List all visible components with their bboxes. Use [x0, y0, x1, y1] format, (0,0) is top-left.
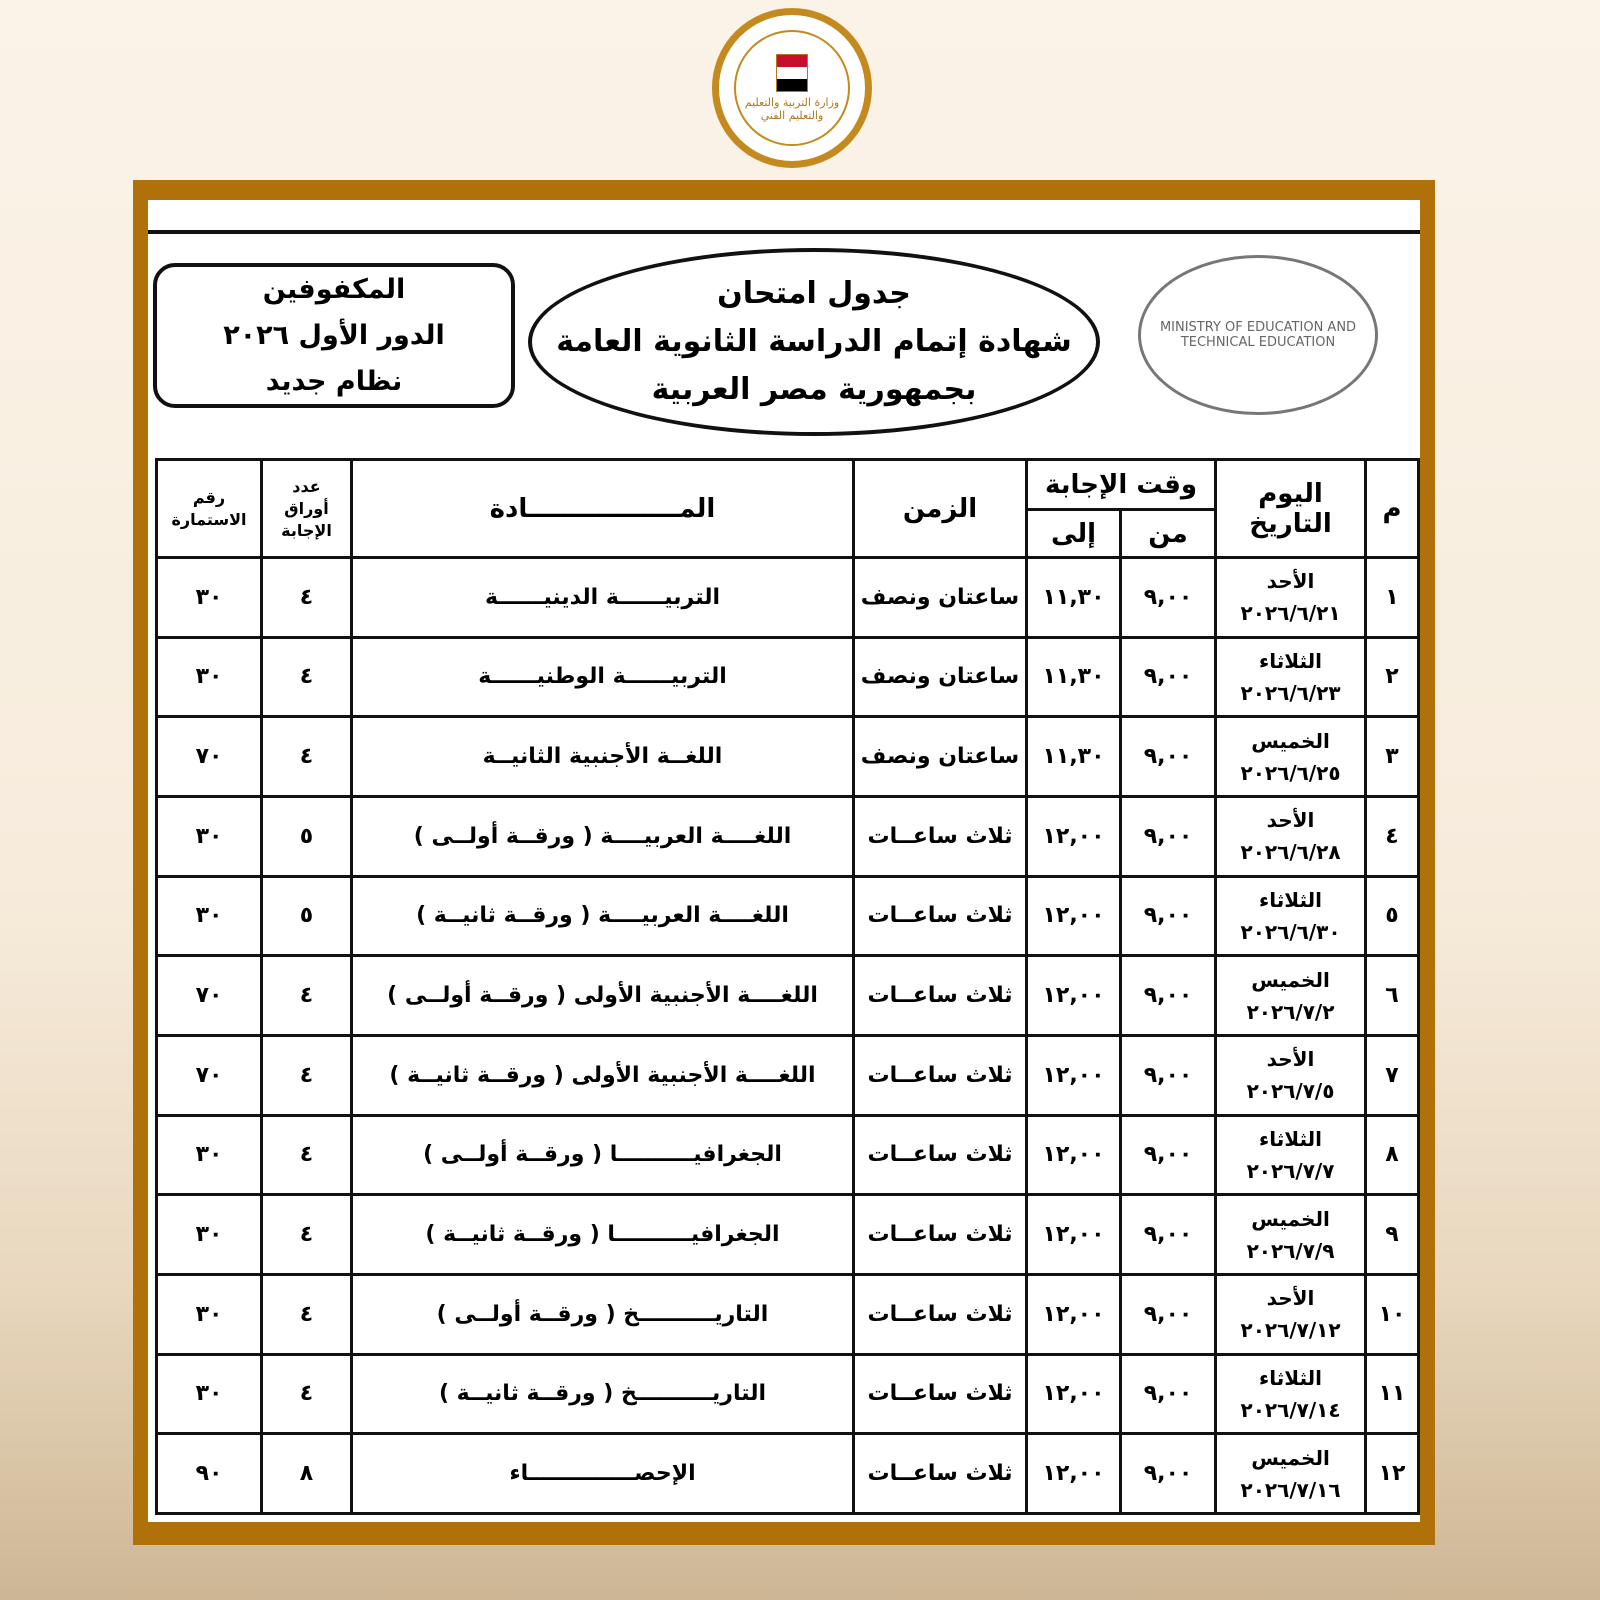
title-oval [528, 248, 1100, 436]
row-day: الثلاثاء [1259, 1365, 1322, 1390]
row-duration: ثلاث ساعــات [854, 1434, 1027, 1514]
row-form-no: ٣٠ [157, 796, 262, 876]
row-day-date [1216, 1354, 1366, 1434]
row-duration: ثلاث ساعــات [854, 956, 1027, 1036]
category-line-2: الدور الأول ٢٠٢٦ [223, 319, 445, 351]
row-duration: ثلاث ساعــات [854, 1195, 1027, 1275]
row-from: ٩,٠٠ [1121, 1354, 1216, 1434]
row-day: الأحد [1266, 569, 1315, 594]
row-subject: الجغرافيــــــــــا ( ورقــة ثانيــة ) [352, 1195, 854, 1275]
row-date: ٢٠٢٦/٧/١٦ [1240, 1477, 1341, 1502]
row-subject: التاريــــــــــخ ( ورقــة أولــى ) [352, 1274, 854, 1354]
row-day-date [1216, 1195, 1366, 1275]
row-subject: التربيــــــة الوطنيــــــة [352, 637, 854, 717]
row-form-no: ٧٠ [157, 717, 262, 797]
row-subject: اللغــــة الأجنبية الأولى ( ورقــة ثانيــة ) [352, 1035, 854, 1115]
row-from: ٩,٠٠ [1121, 876, 1216, 956]
row-date: ٢٠٢٦/٧/١٤ [1240, 1397, 1341, 1422]
table-row [157, 717, 1419, 797]
row-subject: التربيــــــة الدينيــــــة [352, 558, 854, 638]
title-line-1: جدول امتحان [717, 276, 911, 311]
row-to: ١٢,٠٠ [1027, 796, 1121, 876]
row-num: ٢ [1366, 637, 1419, 717]
row-sheets: ٤ [262, 717, 352, 797]
row-date: ٢٠٢٦/٦/٣٠ [1240, 919, 1341, 944]
row-day-date [1216, 956, 1366, 1036]
ministry-seal [1138, 255, 1378, 415]
row-form-no: ٣٠ [157, 1115, 262, 1195]
table-row [157, 876, 1419, 956]
row-num: ١٠ [1366, 1274, 1419, 1354]
row-num: ١١ [1366, 1354, 1419, 1434]
row-sheets: ٨ [262, 1434, 352, 1514]
row-from: ٩,٠٠ [1121, 1434, 1216, 1514]
row-sheets: ٤ [262, 1274, 352, 1354]
top-divider [148, 230, 1420, 234]
row-to: ١٢,٠٠ [1027, 1274, 1121, 1354]
header-duration: الزمن [854, 460, 1027, 558]
header-date: التاريخ [1249, 508, 1332, 539]
eagle-emblem-icon [776, 54, 808, 92]
row-duration: ساعتان ونصف [854, 637, 1027, 717]
logo-text: وزارة التربية والتعليم والتعليم الفني [744, 96, 840, 122]
row-to: ١٢,٠٠ [1027, 1035, 1121, 1115]
row-to: ١١,٣٠ [1027, 558, 1121, 638]
title-line-3: بجمهورية مصر العربية [651, 372, 977, 407]
row-from: ٩,٠٠ [1121, 1035, 1216, 1115]
row-date: ٢٠٢٦/٦/٢٥ [1240, 760, 1341, 785]
row-day-date [1216, 876, 1366, 956]
category-line-1: المكفوفين [262, 273, 406, 305]
row-sheets: ٤ [262, 637, 352, 717]
row-sheets: ٥ [262, 796, 352, 876]
row-sheets: ٤ [262, 1115, 352, 1195]
row-date: ٢٠٢٦/٦/٢٨ [1240, 840, 1341, 865]
table-row [157, 637, 1419, 717]
h-sheets-3: الإجابة [281, 520, 332, 540]
h-sheets-2: أوراق [284, 498, 329, 518]
ministry-logo [712, 8, 872, 168]
category-line-3: نظام جديد [265, 365, 403, 397]
row-sheets: ٤ [262, 1354, 352, 1434]
row-day-date [1216, 1115, 1366, 1195]
row-num: ٨ [1366, 1115, 1419, 1195]
row-num: ٦ [1366, 956, 1419, 1036]
row-subject: اللغــة الأجنبية الثانيــة [352, 717, 854, 797]
row-date: ٢٠٢٦/٧/١٢ [1240, 1318, 1341, 1343]
category-box [153, 263, 515, 408]
row-to: ١١,٣٠ [1027, 637, 1121, 717]
row-day: الثلاثاء [1259, 648, 1322, 673]
row-day-date [1216, 637, 1366, 717]
row-duration: ثلاث ساعــات [854, 1035, 1027, 1115]
h-form-1: رقم [192, 487, 226, 507]
row-day-date [1216, 1274, 1366, 1354]
row-form-no: ٣٠ [157, 637, 262, 717]
row-day: الأحد [1266, 808, 1315, 833]
row-form-no: ٣٠ [157, 876, 262, 956]
row-sheets: ٤ [262, 558, 352, 638]
table-row [157, 558, 1419, 638]
table-row [157, 1035, 1419, 1115]
header-sheets [262, 460, 352, 558]
header-day: اليوم [1258, 478, 1323, 509]
row-to: ١٢,٠٠ [1027, 1115, 1121, 1195]
row-form-no: ٧٠ [157, 1035, 262, 1115]
header-from: من [1121, 510, 1216, 558]
row-to: ١٢,٠٠ [1027, 1195, 1121, 1275]
row-num: ١ [1366, 558, 1419, 638]
row-sheets: ٤ [262, 956, 352, 1036]
row-from: ٩,٠٠ [1121, 1195, 1216, 1275]
row-subject: اللغــــة العربيــــة ( ورقــة أولــى ) [352, 796, 854, 876]
table-row [157, 1115, 1419, 1195]
header-day-date [1216, 460, 1366, 558]
header-form-no [157, 460, 262, 558]
row-day: الثلاثاء [1259, 1126, 1322, 1151]
row-date: ٢٠٢٦/٧/٩ [1246, 1238, 1335, 1263]
header-num: م [1366, 460, 1419, 558]
row-subject: الجغرافيــــــــــا ( ورقــة أولــى ) [352, 1115, 854, 1195]
row-from: ٩,٠٠ [1121, 717, 1216, 797]
row-sheets: ٤ [262, 1195, 352, 1275]
row-from: ٩,٠٠ [1121, 796, 1216, 876]
row-day: الأحد [1266, 1047, 1315, 1072]
row-sheets: ٥ [262, 876, 352, 956]
row-day: الخميس [1251, 1445, 1330, 1470]
schedule-document [148, 200, 1420, 1522]
row-num: ١٢ [1366, 1434, 1419, 1514]
row-day-date [1216, 558, 1366, 638]
row-duration: ثلاث ساعــات [854, 1274, 1027, 1354]
row-num: ٩ [1366, 1195, 1419, 1275]
table-row [157, 956, 1419, 1036]
row-form-no: ٣٠ [157, 1274, 262, 1354]
header-to: إلى [1027, 510, 1121, 558]
row-from: ٩,٠٠ [1121, 956, 1216, 1036]
row-from: ٩,٠٠ [1121, 637, 1216, 717]
row-from: ٩,٠٠ [1121, 558, 1216, 638]
row-num: ٤ [1366, 796, 1419, 876]
row-form-no: ٣٠ [157, 1195, 262, 1275]
row-from: ٩,٠٠ [1121, 1115, 1216, 1195]
table-row [157, 1274, 1419, 1354]
row-day: الخميس [1251, 967, 1330, 992]
row-to: ١٢,٠٠ [1027, 956, 1121, 1036]
row-to: ١٢,٠٠ [1027, 876, 1121, 956]
row-subject: الإحصــــــــــــــاء [352, 1434, 854, 1514]
row-day-date [1216, 717, 1366, 797]
row-form-no: ٣٠ [157, 558, 262, 638]
table-row [157, 1434, 1419, 1514]
row-day-date [1216, 1035, 1366, 1115]
exam-schedule-table [155, 458, 1420, 1515]
table-row [157, 796, 1419, 876]
row-num: ٣ [1366, 717, 1419, 797]
row-duration: ثلاث ساعــات [854, 876, 1027, 956]
row-date: ٢٠٢٦/٧/٧ [1246, 1158, 1335, 1183]
header-subject: المـــــــــــــــــادة [352, 460, 854, 558]
row-subject: اللغــــة الأجنبية الأولى ( ورقــة أولــى ) [352, 956, 854, 1036]
row-duration: ثلاث ساعــات [854, 1115, 1027, 1195]
row-form-no: ٧٠ [157, 956, 262, 1036]
row-subject: اللغــــة العربيــــة ( ورقــة ثانيــة ) [352, 876, 854, 956]
row-day: الثلاثاء [1259, 887, 1322, 912]
row-day: الخميس [1251, 728, 1330, 753]
table-row [157, 1195, 1419, 1275]
row-form-no: ٩٠ [157, 1434, 262, 1514]
row-day: الأحد [1266, 1286, 1315, 1311]
row-date: ٢٠٢٦/٦/٢١ [1240, 601, 1341, 626]
row-duration: ساعتان ونصف [854, 717, 1027, 797]
h-form-2: الاستمارة [171, 509, 247, 529]
row-to: ١٢,٠٠ [1027, 1354, 1121, 1434]
document-frame [133, 180, 1435, 1545]
h-sheets-1: عدد [292, 476, 321, 496]
row-duration: ثلاث ساعــات [854, 1354, 1027, 1434]
row-to: ١١,٣٠ [1027, 717, 1121, 797]
table-row [157, 1354, 1419, 1434]
row-duration: ثلاث ساعــات [854, 796, 1027, 876]
row-date: ٢٠٢٦/٧/٥ [1246, 1079, 1335, 1104]
row-date: ٢٠٢٦/٦/٢٣ [1240, 680, 1341, 705]
row-day-date [1216, 1434, 1366, 1514]
seal-text: MINISTRY OF EDUCATION AND TECHNICAL EDUCATION [1159, 320, 1357, 350]
header-answer-time: وقت الإجابة [1027, 460, 1216, 510]
row-date: ٢٠٢٦/٧/٢ [1246, 999, 1335, 1024]
row-subject: التاريــــــــــخ ( ورقــة ثانيــة ) [352, 1354, 854, 1434]
row-duration: ساعتان ونصف [854, 558, 1027, 638]
row-sheets: ٤ [262, 1035, 352, 1115]
title-line-2: شهادة إتمام الدراسة الثانوية العامة [556, 324, 1072, 359]
row-to: ١٢,٠٠ [1027, 1434, 1121, 1514]
row-day: الخميس [1251, 1206, 1330, 1231]
row-from: ٩,٠٠ [1121, 1274, 1216, 1354]
row-day-date [1216, 796, 1366, 876]
row-form-no: ٣٠ [157, 1354, 262, 1434]
row-num: ٧ [1366, 1035, 1419, 1115]
row-num: ٥ [1366, 876, 1419, 956]
